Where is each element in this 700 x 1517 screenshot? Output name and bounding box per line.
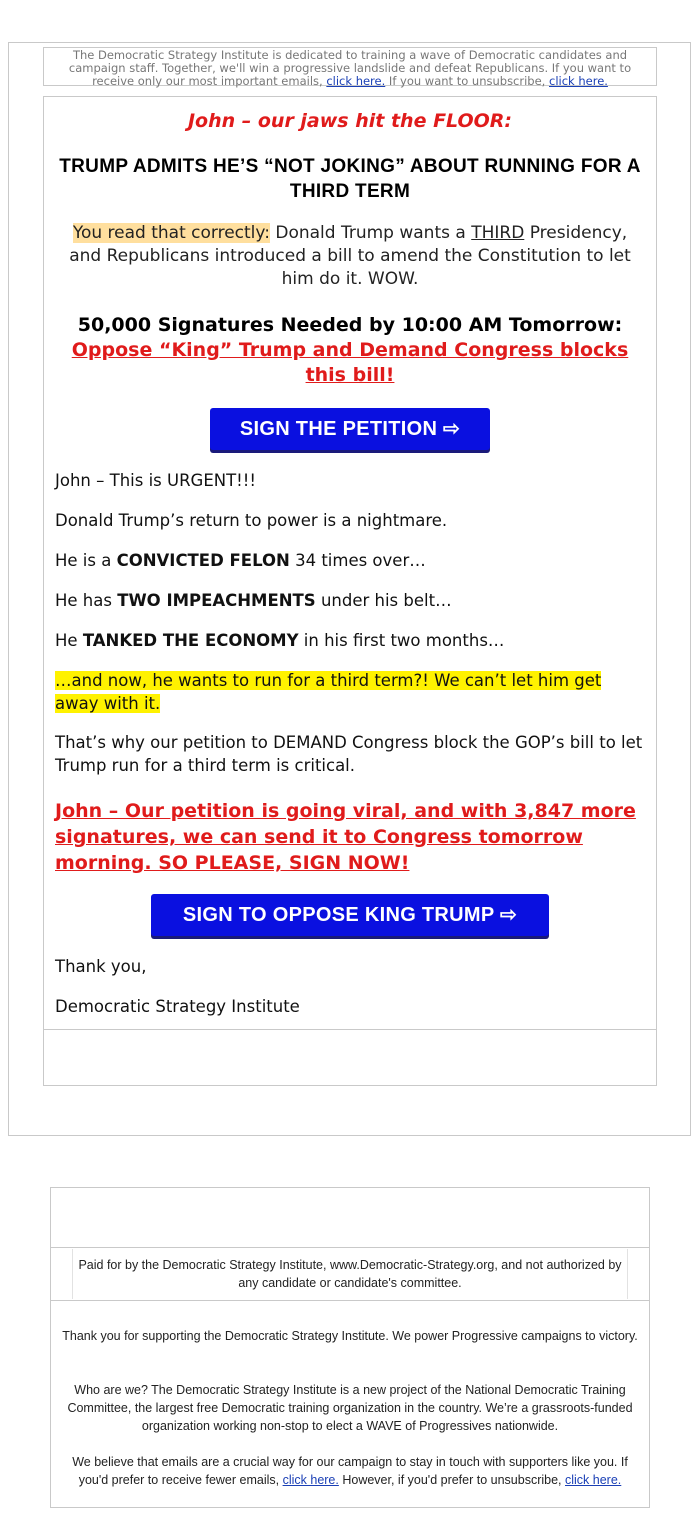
bold-text: CONVICTED FELON xyxy=(116,551,290,570)
sign-petition-button[interactable]: SIGN THE PETITION ⇨ xyxy=(210,408,490,450)
body-paragraph-felon xyxy=(55,549,645,572)
hook-line: John – our jaws hit the FLOOR: xyxy=(187,110,513,132)
text: He has xyxy=(55,591,118,610)
highlighted-text: …and now, he wants to run for a third term?! We can’t let him get away with it. xyxy=(55,671,602,713)
text: under his belt… xyxy=(315,591,452,610)
unsubscribe-link[interactable]: click here. xyxy=(549,74,608,88)
footer-divider xyxy=(50,1247,650,1248)
body-paragraph-impeachments xyxy=(55,589,645,612)
text: in his first two months… xyxy=(298,631,505,650)
footer-who-are-we: Who are we? The Democratic Strategy Institute is a new project of the National Democratic Training Committee, the largest free Democratic training organization in the country. We’re a grassroots-funded organization working non-stop to elect a WAVE of Progressives nationwide. xyxy=(67,1383,633,1433)
body-paragraph-third-term xyxy=(55,669,645,715)
thank-you-line: Thank you, xyxy=(55,957,147,976)
email-body-bottom-box xyxy=(43,1029,657,1086)
footer-emails xyxy=(56,1453,644,1489)
headline: TRUMP ADMITS HE’S “NOT JOKING” ABOUT RUNNING FOR A THIRD TERM xyxy=(59,156,641,202)
preheader-text-middle: If you want to unsubscribe, xyxy=(385,74,549,88)
body-paragraph-economy xyxy=(55,629,645,652)
sign-oppose-button[interactable]: SIGN TO OPPOSE KING TRUMP ⇨ xyxy=(151,894,549,936)
text: 34 times over… xyxy=(289,551,426,570)
intro-underlined: THIRD xyxy=(471,223,525,243)
footer-emails-middle: However, if you'd prefer to unsubscribe, xyxy=(338,1473,565,1487)
footer-thanks: Thank you for supporting the Democratic Strategy Institute. We power Progressive campaigns to victory. xyxy=(62,1329,638,1343)
important-emails-link[interactable]: click here. xyxy=(326,74,386,88)
footer-unsubscribe-link[interactable]: click here. xyxy=(565,1473,622,1487)
footer-divider xyxy=(50,1300,650,1301)
body-paragraph-urgent: John – This is URGENT!!! xyxy=(55,471,257,490)
signatures-headline: 50,000 Signatures Needed by 10:00 AM Tomorrow: xyxy=(77,314,623,336)
oppose-king-trump-link[interactable]: Oppose “King” Trump and Demand Congress blocks this bill! xyxy=(71,339,629,386)
text: He xyxy=(55,631,83,650)
intro-text-2: Presidency, and Republicans introduced a bill to amend the Constitution to let him do it. WOW. xyxy=(69,223,631,289)
viral-petition-callout: John – Our petition is going viral, and with 3,847 more signatures, we can send it to Congress tomorrow morning. SO PLEASE, SIGN NOW! xyxy=(55,800,636,874)
preheader-text: The Democratic Strategy Institute is dedicated to training a wave of Democratic candidates and campaign staff. Together, we'll win a progressive landslide and defeat Republicans. If you want to receive only our most important emails, xyxy=(68,48,632,88)
preheader xyxy=(43,47,657,86)
body-paragraph-petition: That’s why our petition to DEMAND Congress block the GOP’s bill to let Trump run for a third term is critical. xyxy=(55,733,643,775)
body-paragraph-nightmare: Donald Trump’s return to power is a nightmare. xyxy=(55,511,448,530)
signoff: Democratic Strategy Institute xyxy=(55,997,300,1016)
fewer-emails-link[interactable]: click here. xyxy=(282,1473,339,1487)
intro-text-1: Donald Trump wants a xyxy=(269,223,472,243)
intro-highlight: You read that correctly: xyxy=(72,223,270,243)
text: He is a xyxy=(55,551,117,570)
bold-text: TWO IMPEACHMENTS xyxy=(117,591,316,610)
footer-emails-text: We believe that emails are a crucial way for our campaign to stay in touch with supporters like you. If you'd prefer to receive fewer emails, xyxy=(72,1455,628,1487)
paid-for-disclaimer: Paid for by the Democratic Strategy Institute, www.Democratic-Strategy.org, and not authorized by any candidate or candidate's committee. xyxy=(72,1249,628,1299)
intro-paragraph xyxy=(55,222,645,291)
signatures-block xyxy=(55,313,645,388)
bold-text: TANKED THE ECONOMY xyxy=(82,631,299,650)
